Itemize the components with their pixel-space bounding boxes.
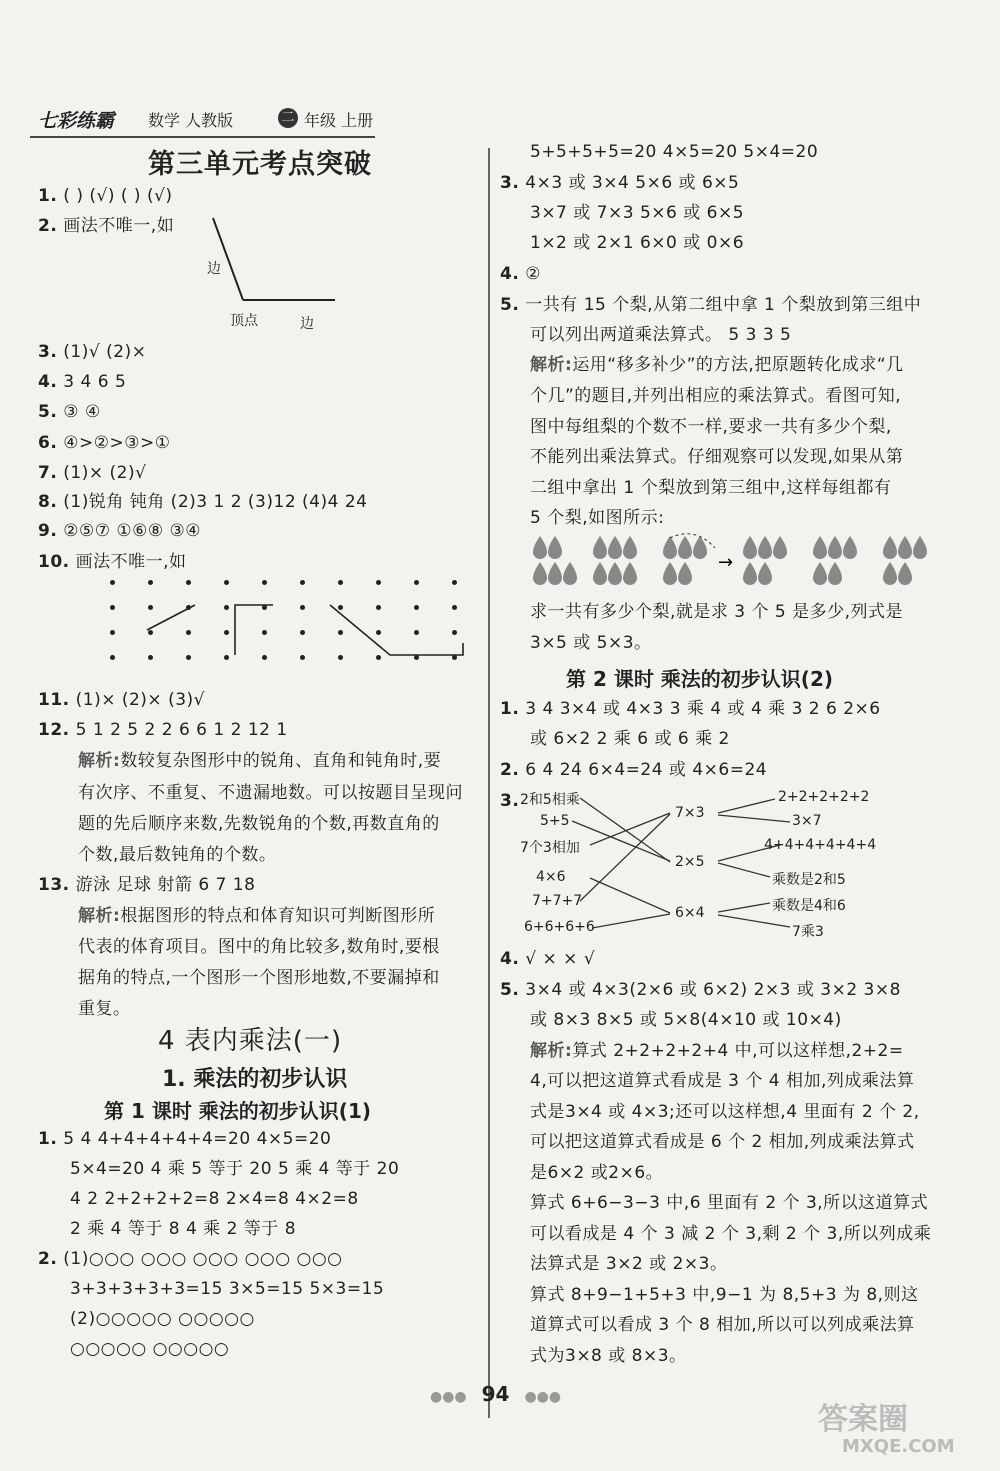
lesson2-answer-5: 5. 3×4 或 4×3(2×6 或 6×2) 2×3 或 3×2 3×8: [500, 980, 901, 1000]
match-mid-item: 7×3: [675, 805, 705, 821]
footer-dots: ●●●: [430, 1389, 467, 1405]
angle-edge-label: 边: [300, 316, 314, 332]
lesson1-line: 5×4=20 4 乘 5 等于 20 5 乘 4 等于 20: [70, 1159, 400, 1179]
pear-icon: [593, 536, 607, 559]
pear-icon: [663, 562, 677, 585]
match-right-item: 4+4+4+4+4+4: [764, 837, 877, 853]
pear-icon: [533, 536, 547, 559]
analysis-13: 解析:根据图形的特点和体育知识可判断图形所: [78, 906, 436, 926]
brand-logo: 七彩练霸: [38, 110, 115, 132]
pear-icon: [828, 536, 842, 559]
header: [30, 100, 375, 138]
pear-icon: [843, 536, 857, 559]
pear-icon: [758, 536, 772, 559]
analysis-s5: 解析:算式 2+2+2+2+4 中,可以这样想,2+2=: [530, 1041, 904, 1061]
match-right-item: 2+2+2+2+2: [778, 789, 870, 805]
match-left-item: 6+6+6+6: [524, 919, 595, 935]
answer-6: 6. ④>②>③>①: [38, 433, 171, 453]
analysis-line: 道算式可以看成 3 个 8 相加,所以可以列成乘法算: [530, 1315, 915, 1335]
answer-11: 11. (1)× (2)× (3)√: [38, 690, 205, 710]
analysis-line: 有次序、不重复、不遗漏地数。可以按题目呈现问: [78, 783, 463, 803]
analysis-line: 重复。: [78, 999, 131, 1019]
answer-13: 13. 游泳 足球 射箭 6 7 18: [38, 875, 256, 895]
answer-12: 12. 5 1 2 5 2 2 6 6 1 2 12 1: [38, 720, 288, 740]
answer-4: 4. 3 4 6 5: [38, 372, 127, 392]
lesson1-line: (2)○○○○○ ○○○○○: [70, 1309, 255, 1329]
pear-icon: [548, 562, 562, 585]
page-footer: [430, 1382, 561, 1406]
pear-icon: [828, 562, 842, 585]
lesson1-answer-1: 1. 5 4 4+4+4+4+4=20 4×5=20: [38, 1129, 332, 1149]
pear-icon: [743, 562, 757, 585]
match-right-item: 乘数是2和5: [772, 872, 846, 888]
lesson2-answer-3-num: 3.: [500, 791, 520, 811]
analysis-12: 解析:数较复杂图形中的锐角、直角和钝角时,要: [78, 751, 442, 771]
analysis-line: 图中每组梨的个数不一样,要求一共有多少个梨,: [530, 417, 892, 437]
analysis-line: 据角的特点,一个图形一个图形地数,不要漏掉和: [78, 968, 440, 988]
page-number: 94: [481, 1382, 510, 1406]
answer-9: 9. ②⑤⑦ ①⑥⑧ ③④: [38, 521, 202, 541]
answer-line: 或 8×3 8×5 或 5×8(4×10 或 10×4): [530, 1010, 842, 1030]
answer-4: 4. ②: [500, 264, 542, 284]
analysis-line: 3×5 或 5×3。: [530, 633, 652, 653]
pear-icon: [758, 562, 772, 585]
match-right-item: 乘数是4和6: [772, 898, 846, 914]
pear-icon: [883, 536, 897, 559]
grade-info: 年级 上册: [304, 111, 374, 130]
analysis-line: 式为3×8 或 8×3。: [530, 1346, 687, 1366]
pear-icon: [913, 536, 927, 559]
answer-3: 3. (1)√ (2)×: [38, 342, 147, 362]
pear-icon: [623, 562, 637, 585]
move-arrow: [670, 534, 715, 548]
lesson2-answer-4: 4. √ × × √: [500, 949, 596, 969]
analysis-line: 求一共有多少个梨,就是求 3 个 5 是多少,列式是: [530, 602, 904, 622]
answer-7: 7. (1)× (2)√: [38, 463, 147, 483]
lesson1-line: 4 2 2+2+2+2=8 2×4=8 4×2=8: [70, 1189, 359, 1209]
grid-answer-lines: [110, 580, 470, 670]
pear-icon: [813, 562, 827, 585]
answer-2: 2. 画法不唯一,如: [38, 216, 175, 236]
chapter-title: 4 表内乘法(一): [158, 1026, 343, 1056]
arrow-icon: →: [718, 552, 734, 573]
match-right-item: 3×7: [792, 813, 822, 829]
analysis-line: 个数,最后数钝角的个数。: [78, 845, 277, 865]
answer-3: 3. 4×3 或 3×4 5×6 或 6×5: [500, 173, 740, 193]
answer-5: 5. ③ ④: [38, 402, 101, 422]
watermark-site: MXQE.COM: [842, 1436, 955, 1457]
pear-icon: [898, 562, 912, 585]
matching-diagram: [520, 785, 880, 945]
pear-icon: [563, 562, 577, 585]
analysis-line: 可以把这道算式看成是 6 个 2 相加,列成乘法算式: [530, 1132, 915, 1152]
analysis-line: 代表的体育项目。图中的角比较多,数角时,要根: [78, 937, 440, 957]
answer-5: 5. 一共有 15 个梨,从第二组中拿 1 个梨放到第三组中: [500, 295, 922, 315]
pear-icon: [608, 562, 622, 585]
match-left-item: 4×6: [536, 869, 566, 885]
pear-icon: [883, 562, 897, 585]
analysis-line: 法算式是 3×2 或 2×3。: [530, 1254, 728, 1274]
analysis-line: 个几”的题目,并列出相应的乘法算式。看图可知,: [530, 386, 902, 406]
lesson1-answer-2: 2. (1)○○○ ○○○ ○○○ ○○○ ○○○: [38, 1249, 343, 1269]
lesson2-title: 第 2 课时 乘法的初步认识(2): [566, 667, 834, 691]
answer-8: 8. (1)锐角 钝角 (2)3 1 2 (3)12 (4)4 24: [38, 492, 368, 512]
pear-icon: [678, 536, 692, 559]
lesson2-answer-1: 1. 3 4 3×4 或 4×3 3 乘 4 或 4 乘 3 2 6 2×6: [500, 699, 881, 719]
analysis-5: 解析:运用“移多补少”的方法,把原题转化成求“几: [530, 355, 904, 375]
lesson2-answer-2: 2. 6 4 24 6×4=24 或 4×6=24: [500, 760, 768, 780]
answer-10: 10. 画法不唯一,如: [38, 552, 187, 572]
analysis-line: 可以看成是 4 个 3 减 2 个 3,剩 2 个 3,所以列成乘: [530, 1224, 932, 1244]
pear-icon: [813, 536, 827, 559]
answer-line: 或 6×2 2 乘 6 或 6 乘 2: [530, 729, 730, 749]
answer-1: 1. ( ) (√) ( ) (√): [38, 186, 173, 206]
answer-line: 可以列出两道乘法算式。 5 3 3 5: [530, 325, 792, 345]
angle-vertex-label: 顶点: [230, 313, 258, 329]
match-mid-item: 2×5: [675, 854, 705, 870]
pear-icon: [663, 536, 677, 559]
section-title: 1. 乘法的初步认识: [162, 1067, 348, 1092]
match-left-item: 5+5: [540, 813, 570, 829]
lesson1-line: 2 乘 4 等于 8 4 乘 2 等于 8: [70, 1219, 297, 1239]
answer-line: 1×2 或 2×1 6×0 或 0×6: [530, 233, 745, 253]
pear-icon: [743, 536, 757, 559]
pear-icon: [593, 562, 607, 585]
watermark-logo: 答案圈: [818, 1402, 908, 1437]
analysis-line: 4,可以把这道算式看成是 3 个 4 相加,列成乘法算: [530, 1071, 915, 1091]
pear-icon: [678, 562, 692, 585]
answer-line: 3×7 或 7×3 5×6 或 6×5: [530, 203, 745, 223]
lesson1-line: ○○○○○ ○○○○○: [70, 1339, 230, 1359]
pear-icon: [898, 536, 912, 559]
match-left-item: 7+7+7: [532, 893, 583, 909]
analysis-line: 二组中拿出 1 个梨放到第三组中,这样每组都有: [530, 478, 892, 498]
lesson-title: 第 1 课时 乘法的初步认识(1): [104, 1099, 372, 1123]
analysis-line: 算式 8+9−1+5+3 中,9−1 为 8,5+3 为 8,则这: [530, 1285, 919, 1305]
pear-icon: [548, 536, 562, 559]
pear-icon: [533, 562, 547, 585]
match-right-item: 7乘3: [792, 924, 824, 940]
analysis-line: 5 个梨,如图所示:: [530, 508, 665, 528]
pear-icon: [623, 536, 637, 559]
match-mid-item: 6×4: [675, 905, 705, 921]
grade-badge: 二: [278, 108, 298, 128]
analysis-line: 算式 6+6−3−3 中,6 里面有 2 个 3,所以这道算式: [530, 1193, 929, 1213]
pear-diagram: [530, 532, 940, 592]
footer-dots: ●●●: [524, 1389, 562, 1405]
book-info: 数学 人教版: [148, 111, 234, 130]
analysis-line: 式是3×4 或 4×3;还可以这样想,4 里面有 2 个 2,: [530, 1102, 920, 1122]
angle-edge-label: 边: [207, 261, 221, 277]
lesson1-line: 3+3+3+3+3=15 3×5=15 5×3=15: [70, 1279, 385, 1299]
column-divider: [488, 148, 490, 1418]
match-left-item: 2和5相乘: [520, 792, 580, 808]
analysis-line: 题的先后顺序来数,先数锐角的个数,再数直角的: [78, 814, 440, 834]
unit-title: 第三单元考点突破: [148, 149, 372, 180]
match-left-item: 7个3相加: [520, 840, 580, 856]
pear-icon: [608, 536, 622, 559]
analysis-line: 是6×2 或2×6。: [530, 1163, 664, 1183]
pear-icon: [773, 536, 787, 559]
continued-answer: 5+5+5+5=20 4×5=20 5×4=20: [530, 142, 819, 162]
analysis-line: 不能列出乘法算式。仔细观察可以发现,如果从第: [530, 447, 904, 467]
